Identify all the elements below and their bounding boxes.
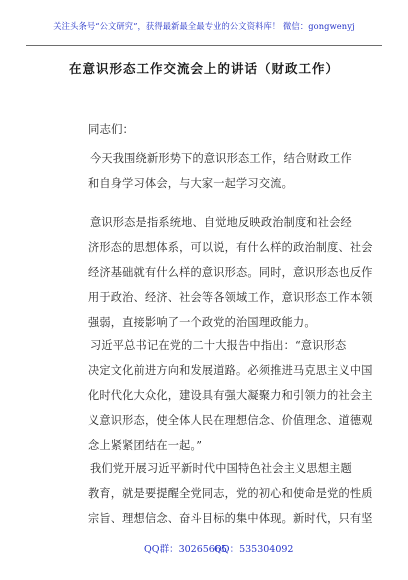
- paragraph-line: 念上紧紧团结在一起。”: [88, 439, 203, 452]
- paragraph-line: 强弱，直接影响了一个政党的治国理政能力。: [88, 316, 316, 329]
- paragraph-line: 我们党开展习近平新时代中国特色社会主义思想主题: [90, 462, 352, 475]
- footer-contact: [0, 541, 408, 555]
- paragraph-2: [88, 210, 373, 335]
- salutation: 同志们：: [88, 122, 134, 136]
- paragraph-line: 习近平总书记在党的二十大报告中指出：“意识形态: [90, 339, 347, 352]
- paragraph-1: [88, 146, 350, 196]
- paragraph-line: 化时代化大众化，建设具有强大凝聚力和引领力的社会主: [88, 389, 373, 402]
- paragraph-3: [88, 333, 373, 458]
- paragraph-4: [88, 456, 373, 531]
- paragraph-line: 经济基础就有什么样的意识形态。同时，意识形态也反作: [88, 266, 373, 279]
- paragraph-line: 教育，就是要提醒全党同志，党的初心和使命是党的性质: [88, 487, 373, 500]
- header-promo-note: 关注头条号“公文研究”，获得最新最全最专业的公文资料库！ 微信：gongwenyj: [53, 21, 355, 31]
- paragraph-line: 意识形态是指系统地、自觉地反映政治制度和社会经: [90, 216, 352, 229]
- paragraph-line: 宗旨、理想信念、奋斗目标的集中体现。新时代，只有坚: [88, 512, 373, 525]
- paragraph-line: 和自身学习体会，与大家一起学习交流。: [88, 177, 293, 190]
- paragraph-line: 用于政治、经济、社会等各领域工作，意识形态工作本领: [88, 291, 373, 304]
- paragraph-line: 今天我围绕新形势下的意识形态工作，结合财政工作: [90, 152, 352, 165]
- paragraph-line: 决定文化前进方向和发展道路。必须推进马克思主义中国: [88, 364, 373, 377]
- document-title: 在意识形态工作交流会上的讲话（财政工作）: [68, 61, 339, 76]
- paragraph-line: 济形态的思想体系，可以说，有什么样的政治制度、社会: [88, 241, 373, 254]
- qq-group-number: QQ群：30265665: [144, 544, 227, 555]
- header-divider: [26, 45, 382, 46]
- paragraph-line: 义意识形态，使全体人民在理想信念、价值理念、道德观: [88, 414, 373, 427]
- qq-number: QQ：535304092: [214, 544, 294, 555]
